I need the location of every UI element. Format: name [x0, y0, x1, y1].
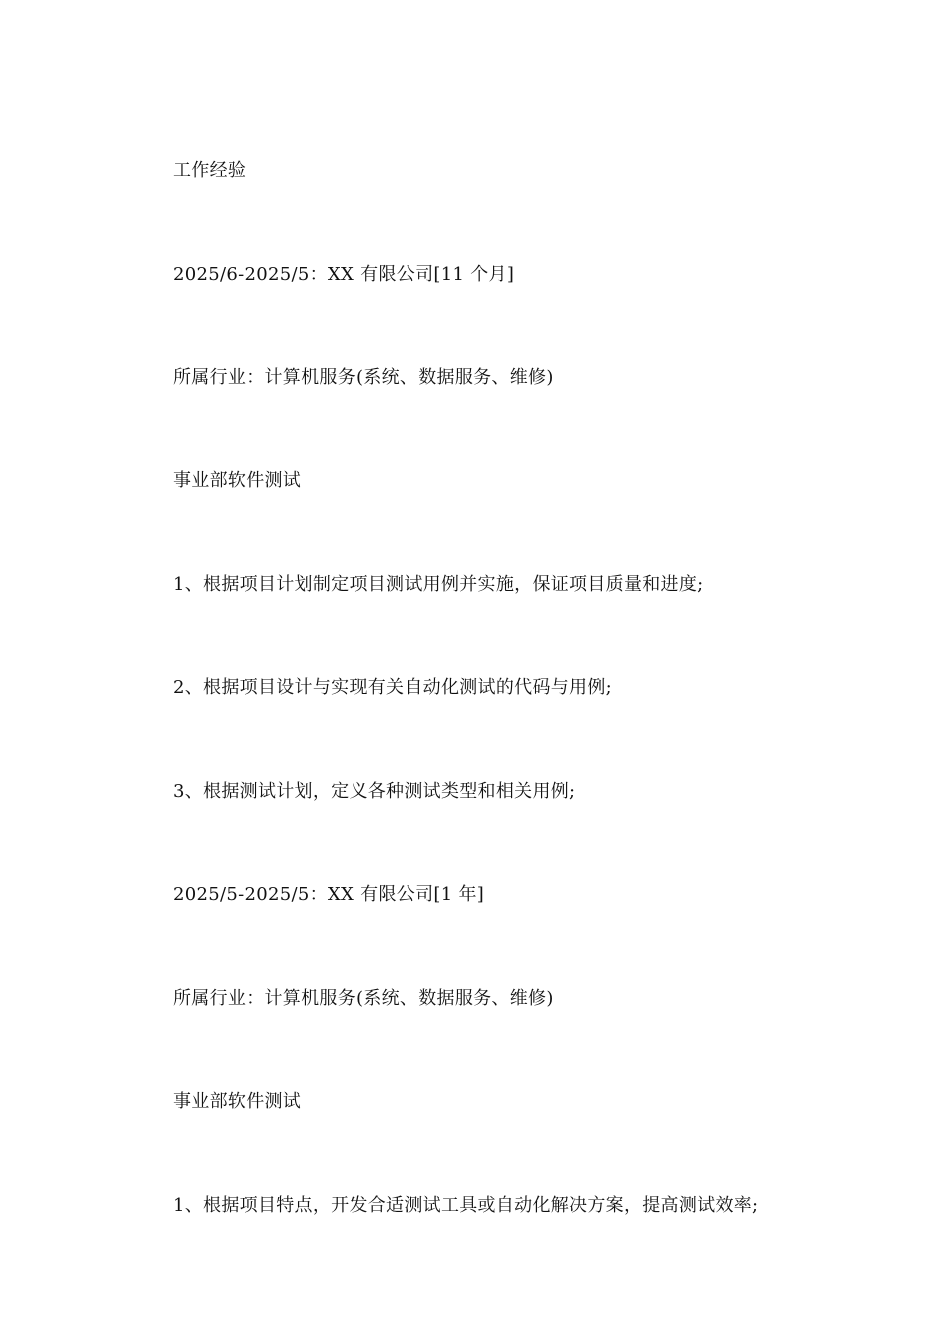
job-duty: 3、根据测试计划，定义各种测试类型和相关用例; [173, 781, 576, 802]
job-period: 2025/6-2025/5：XX 有限公司[11 个月] [173, 264, 515, 285]
job-period: 2025/5-2025/5：XX 有限公司[1 年] [173, 884, 485, 905]
job-duty: 1、根据项目计划制定项目测试用例并实施，保证项目质量和进度; [173, 574, 704, 595]
job-department: 事业部软件测试 [173, 470, 302, 491]
section-title: 工作经验 [173, 160, 247, 181]
job-industry: 所属行业：计算机服务(系统、数据服务、维修) [173, 367, 554, 388]
job-duty: 1、根据项目特点，开发合适测试工具或自动化解决方案，提高测试效率; [173, 1195, 759, 1216]
job-department: 事业部软件测试 [173, 1091, 302, 1112]
job-industry: 所属行业：计算机服务(系统、数据服务、维修) [173, 988, 554, 1009]
job-duty: 2、根据项目设计与实现有关自动化测试的代码与用例; [173, 677, 613, 698]
